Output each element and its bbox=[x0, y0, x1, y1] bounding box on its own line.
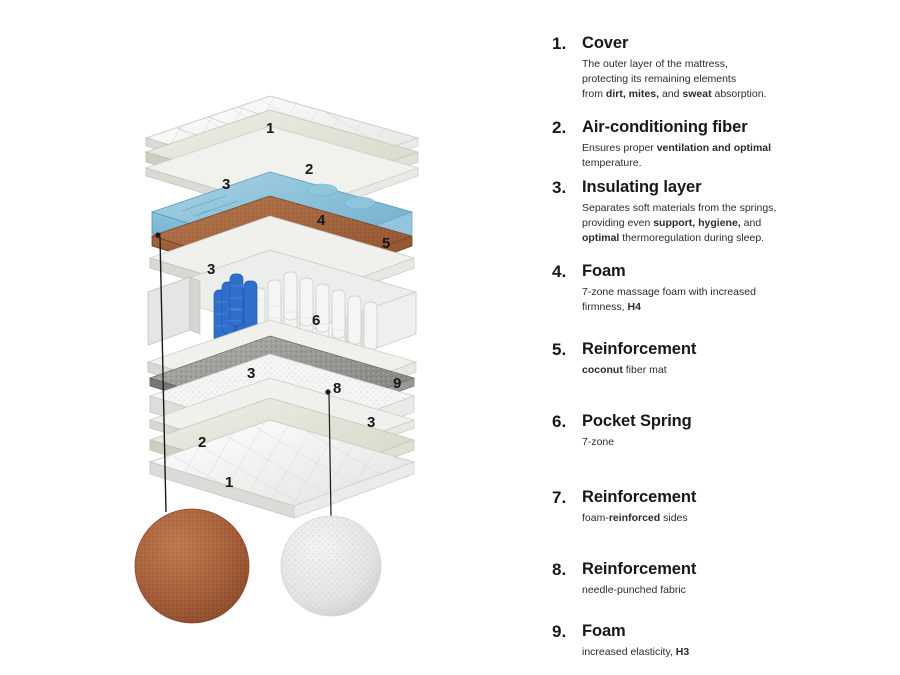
callout-number: 9 bbox=[393, 375, 402, 392]
legend-description: needle-punched fabric bbox=[582, 583, 686, 596]
legend-description: The outer layer of the mattress, protecting its remaining elements from dirt, mites, and sweat absorption. bbox=[582, 57, 767, 101]
legend-title: Air-conditioning fiber bbox=[582, 118, 748, 136]
legend-description: 7-zone massage foam with increased firmness, H4 bbox=[582, 285, 756, 314]
legend-item-foam-h3[interactable] bbox=[552, 622, 900, 660]
legend-number: 1. bbox=[552, 34, 567, 53]
legend-title: Reinforcement bbox=[582, 488, 697, 506]
legend-description: Ensures proper ventilation and optimal temperature. bbox=[582, 141, 772, 170]
legend-item-reinforcement-needle-punched[interactable] bbox=[552, 560, 900, 598]
legend-title: Foam bbox=[582, 622, 626, 640]
legend-number: 5. bbox=[552, 340, 567, 359]
callout-number: 1 bbox=[225, 474, 234, 491]
legend-description: coconut fiber mat bbox=[582, 363, 667, 376]
legend-title: Foam bbox=[582, 262, 626, 280]
legend-item-air-conditioning-fiber[interactable] bbox=[552, 118, 900, 171]
legend-item-pocket-spring[interactable] bbox=[552, 412, 900, 450]
legend-number: 7. bbox=[552, 488, 567, 507]
callout-number: 3 bbox=[367, 414, 376, 431]
legend-description: increased elasticity, H3 bbox=[582, 645, 690, 658]
callout-number: 3 bbox=[247, 365, 256, 382]
legend-list bbox=[552, 0, 900, 675]
legend-description: foam-reinforced sides bbox=[582, 511, 688, 524]
legend-title: Reinforcement bbox=[582, 340, 697, 358]
legend-title: Cover bbox=[582, 34, 629, 52]
legend-number: 9. bbox=[552, 622, 567, 641]
legend-number: 4. bbox=[552, 262, 567, 281]
legend-item-cover[interactable] bbox=[552, 34, 900, 103]
callout-number: 5 bbox=[382, 235, 391, 252]
legend-title: Insulating layer bbox=[582, 178, 702, 196]
legend-number: 6. bbox=[552, 412, 567, 431]
callout-number: 2 bbox=[305, 161, 314, 178]
callout-number: 8 bbox=[333, 380, 342, 397]
callout-number: 3 bbox=[222, 176, 231, 193]
legend-number: 8. bbox=[552, 560, 567, 579]
callout-number: 6 bbox=[312, 312, 321, 329]
legend-item-foam-h4[interactable] bbox=[552, 262, 900, 315]
legend-number: 2. bbox=[552, 118, 567, 137]
legend-title: Reinforcement bbox=[582, 560, 697, 578]
legend-description: Separates soft materials from the springs, providing even support, hygiene, and optimal thermoregulation during sleep. bbox=[582, 201, 777, 245]
coconut-fiber-swatch bbox=[135, 509, 249, 623]
legend-item-reinforcement-coconut[interactable] bbox=[552, 340, 900, 378]
legend-description: 7-zone bbox=[582, 435, 615, 448]
legend-number: 3. bbox=[552, 178, 567, 197]
legend-item-reinforcement-sides[interactable] bbox=[552, 488, 900, 526]
foam-swatch bbox=[281, 516, 381, 616]
legend-title: Pocket Spring bbox=[582, 412, 692, 430]
callout-number: 4 bbox=[317, 212, 326, 229]
callout-number: 3 bbox=[207, 261, 216, 278]
callout-number: 2 bbox=[198, 434, 207, 451]
callout-number: 1 bbox=[266, 120, 275, 137]
legend-item-insulating-layer[interactable] bbox=[552, 178, 900, 247]
